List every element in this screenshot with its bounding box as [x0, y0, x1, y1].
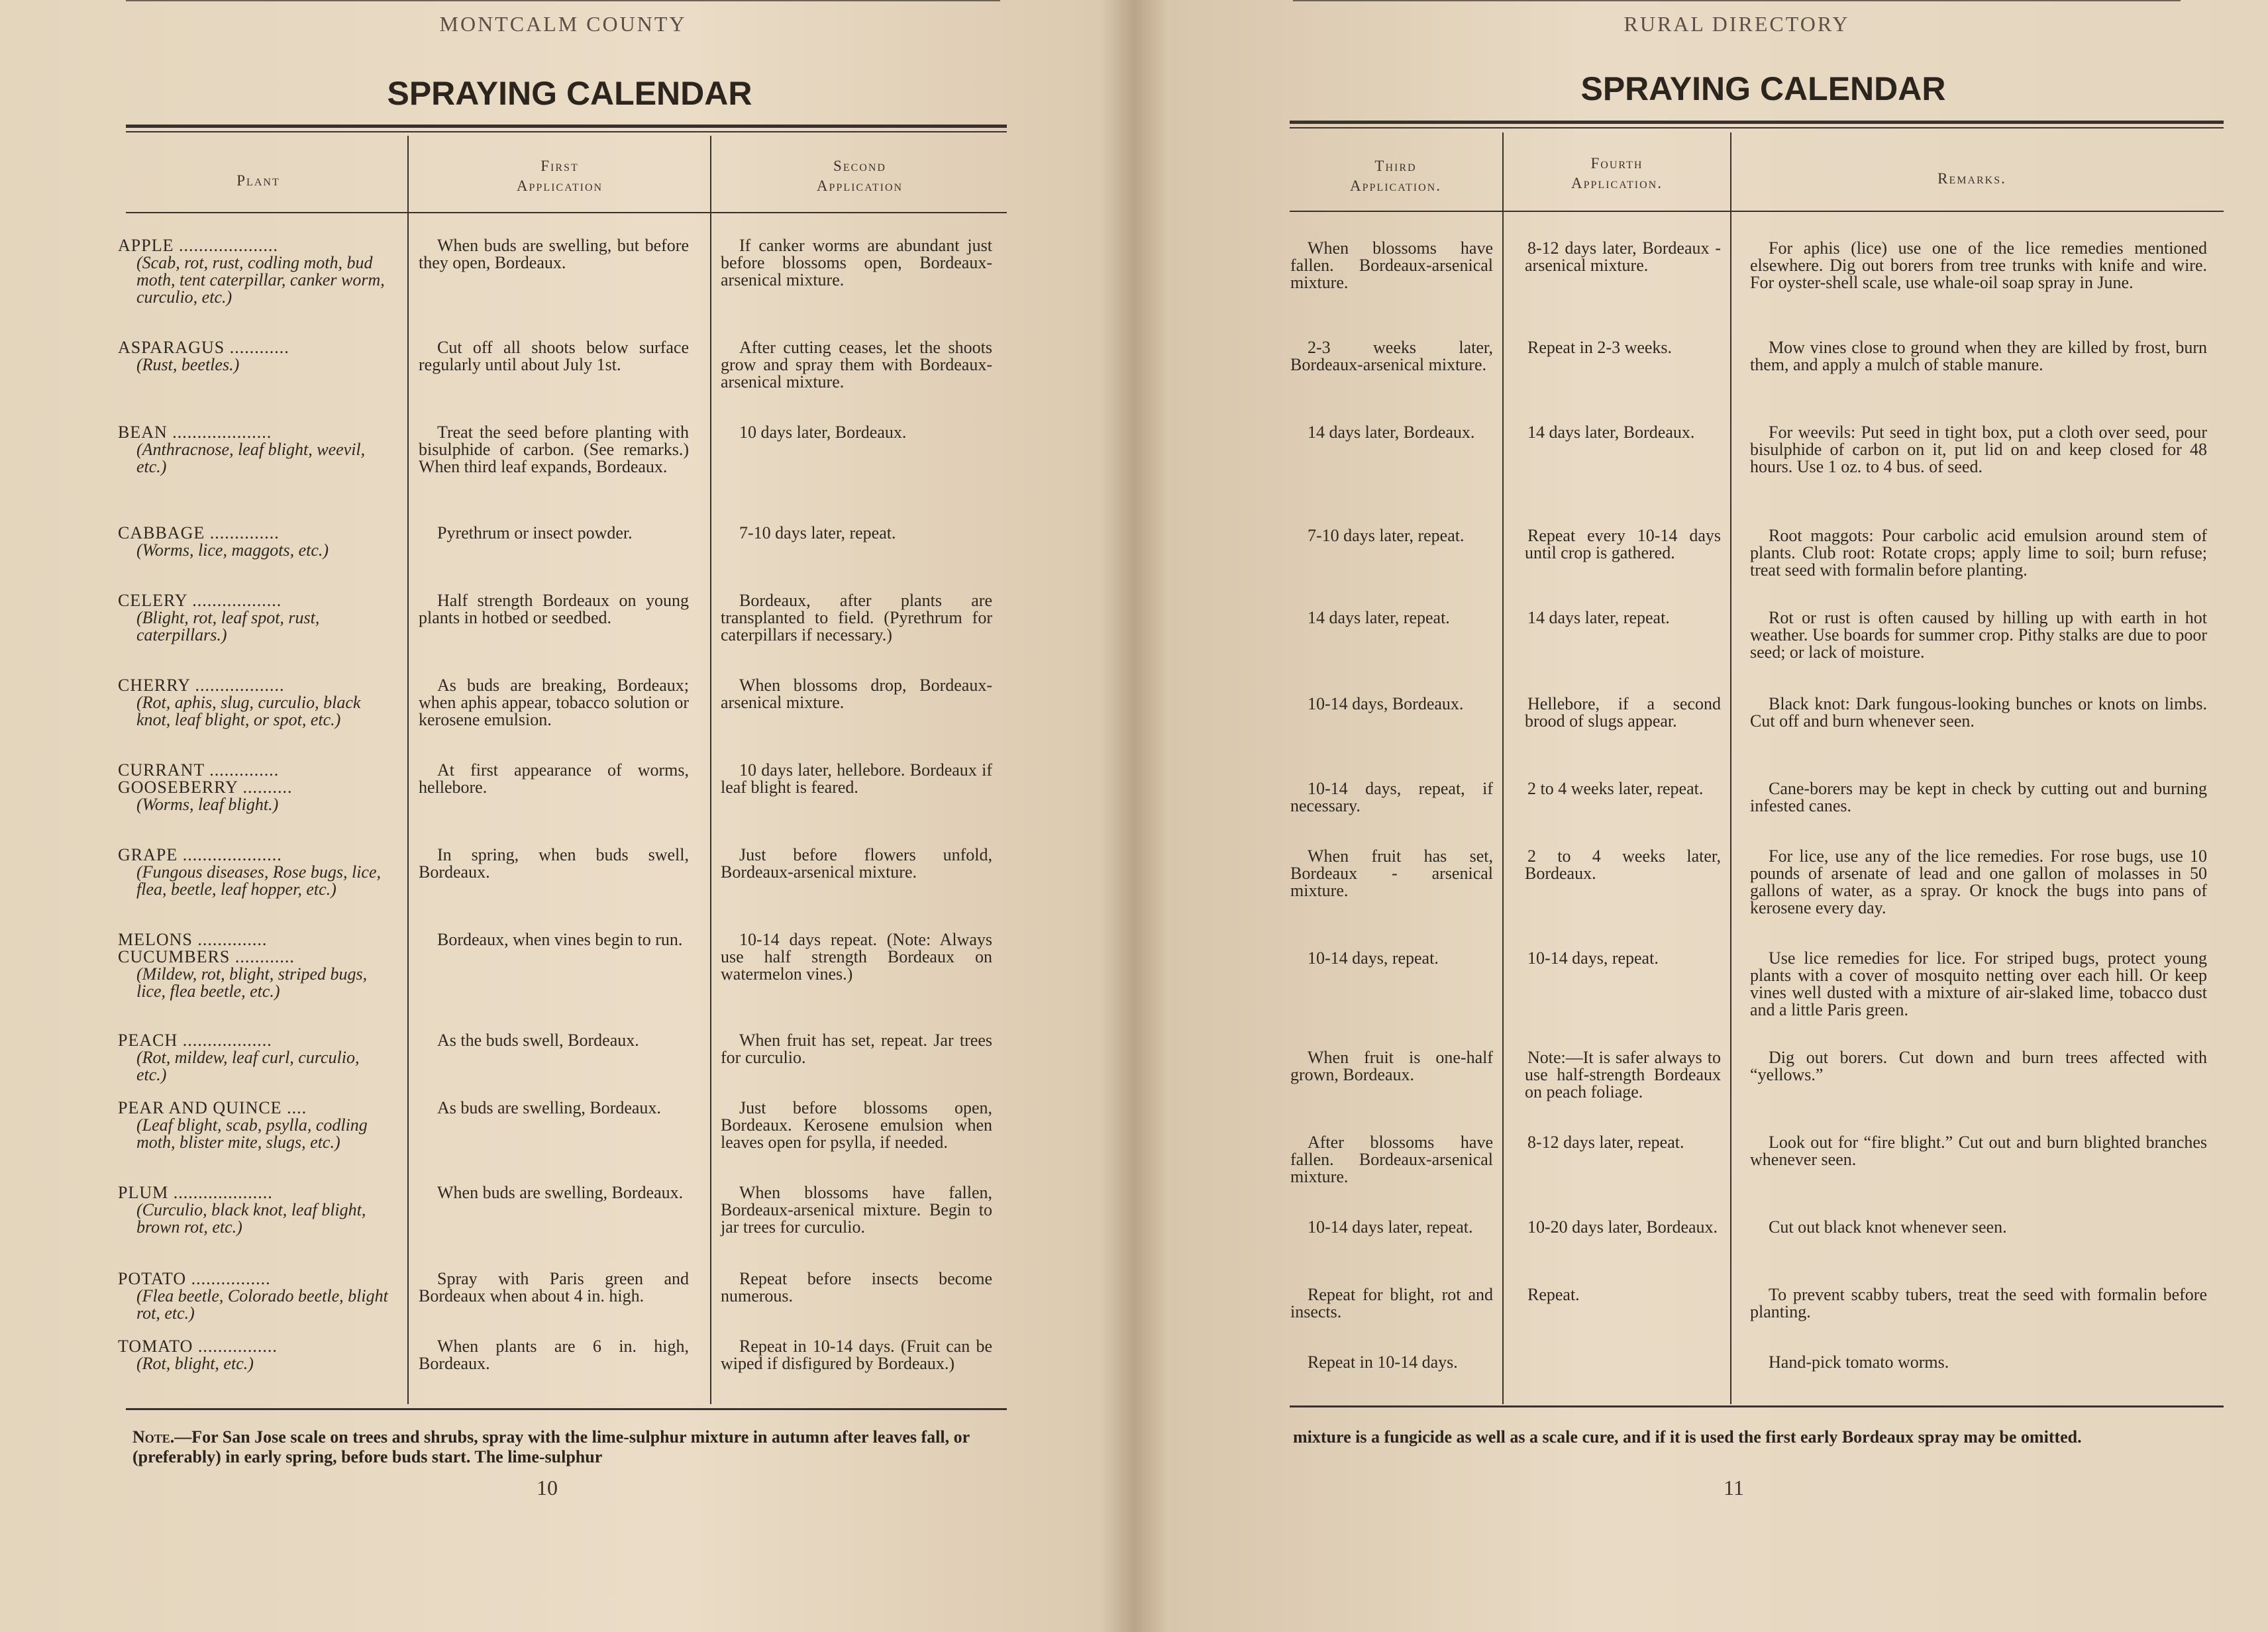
plant-pests: (Blight, rot, leaf spot, rust, caterpillars.): [136, 608, 320, 644]
plant-cell: [118, 931, 388, 1000]
plant-cell: [118, 1032, 388, 1084]
third-application-cell: 10-14 days, repeat.: [1308, 948, 1439, 968]
column-header-third-line2: Application.: [1350, 178, 1441, 194]
plant-name: PLUM ....................: [118, 1183, 273, 1202]
plant-pests: (Flea beetle, Colorado beetle, blight rot, etc.): [136, 1286, 388, 1323]
first-application-cell: When buds are swelling, Bordeaux.: [437, 1183, 684, 1202]
footnote-text: —For San Jose scale on trees and shrubs, spray with the lime-sulphur mixture in autumn after leaves fall, or (preferably) in early spring, before buds start. The lime-sulphur: [132, 1427, 970, 1466]
first-application-cell: Treat the seed before planting with bisulphide of carbon. (See remarks.) When third leaf expands, Bordeaux.: [419, 423, 689, 476]
page-title: SPRAYING CALENDAR: [387, 75, 752, 112]
plant-name: MELONS .............. CUCUMBERS ............: [118, 930, 295, 966]
plant-name: APPLE ....................: [118, 236, 278, 255]
third-application-cell: When fruit is one-half grown, Bordeaux.: [1290, 1048, 1493, 1084]
column-divider-1: [407, 136, 409, 1404]
second-application-cell: Repeat before insects become numerous.: [721, 1269, 992, 1305]
plant-name: CHERRY ..................: [118, 676, 285, 695]
first-application-cell: As buds are breaking, Bordeaux; when aphis appear, tobacco solution or kerosene emulsion.: [419, 676, 689, 729]
column-header-first-line1: First: [541, 158, 579, 174]
second-application-cell: 10 days later, hellebore. Bordeaux if leaf blight is feared.: [721, 760, 992, 797]
column-header-remarks: [1733, 169, 2210, 189]
plant-cell: [118, 1099, 388, 1151]
column-divider-2: [710, 136, 711, 1404]
plant-pests: (Rot, aphis, slug, curculio, black knot, leaf blight, or spot, etc.): [136, 693, 361, 729]
remarks-cell: Rot or rust is often caused by hilling up with earth in hot weather. Use boards for summer crop. Pithy stalks are due to poor seed; or lack of moisture.: [1750, 608, 2207, 662]
fourth-application-cell: 8-12 days later, repeat.: [1527, 1133, 1684, 1152]
fourth-application-cell: Repeat in 2-3 weeks.: [1527, 338, 1673, 357]
plant-cell: [118, 677, 388, 729]
table-bottom-rule: [1290, 1405, 2224, 1407]
second-application-cell: When blossoms drop, Bordeaux-arsenical mixture.: [721, 676, 992, 712]
header-rule: [1293, 0, 2181, 1]
plant-pests: (Rust, beetles.): [136, 355, 240, 374]
plant-cell: [118, 1338, 388, 1372]
fourth-application-cell: Repeat every 10-14 days until crop is gathered.: [1525, 526, 1721, 562]
plant-pests: (Rot, blight, etc.): [136, 1354, 254, 1373]
plant-cell: [118, 1270, 388, 1322]
plant-cell: [118, 762, 388, 813]
second-application-cell: If canker worms are abundant just before blossoms open, Bordeaux-arsenical mixture.: [721, 236, 992, 289]
fourth-application-cell: 8-12 days later, Bordeaux - arsenical mixture.: [1525, 238, 1721, 275]
third-application-cell: After blossoms have fallen. Bordeaux-arsenical mixture.: [1290, 1133, 1493, 1186]
header-rule: [126, 0, 1000, 1]
plant-name: PEAR AND QUINCE ....: [118, 1098, 307, 1117]
fourth-application-cell: 2 to 4 weeks later, Bordeaux.: [1525, 846, 1721, 883]
plant-name: PEACH ..................: [118, 1031, 272, 1050]
first-application-cell: Pyrethrum or insect powder.: [437, 523, 633, 542]
third-application-cell: 14 days later, repeat.: [1308, 608, 1450, 627]
third-application-cell: 7-10 days later, repeat.: [1308, 526, 1465, 545]
second-application-cell: Repeat in 10-14 days. (Fruit can be wiped if disfigured by Bordeaux.): [721, 1337, 992, 1373]
second-application-cell: Just before blossoms open, Bordeaux. Kerosene emulsion when leaves open for psylla, if needed.: [721, 1098, 992, 1152]
third-application-cell: 10-14 days, Bordeaux.: [1308, 694, 1464, 713]
page-number: 11: [1724, 1476, 1744, 1500]
plant-pests: (Rot, mildew, leaf curl, curculio, etc.): [136, 1048, 360, 1084]
second-application-cell: After cutting ceases, let the shoots grow and spray them with Bordeaux-arsenical mixture.: [721, 338, 992, 391]
remarks-cell: For aphis (lice) use one of the lice remedies mentioned elsewhere. Dig out borers from tree trunks with knife and wire. For oyster-shell scale, use whale-oil soap spray in June.: [1750, 238, 2207, 292]
first-application-cell: Half strength Bordeaux on young plants in hotbed or seedbed.: [419, 591, 689, 627]
plant-pests: (Scab, rot, rust, codling moth, bud moth, tent caterpillar, canker worm, curculio, etc.): [136, 253, 385, 307]
first-application-cell: As buds are swelling, Bordeaux.: [437, 1098, 661, 1117]
footnote: [132, 1427, 1000, 1467]
column-header-remarks-label: Remarks.: [1937, 170, 2006, 187]
first-application-cell: Cut off all shoots below surface regularly until about July 1st.: [419, 338, 689, 374]
plant-cell: [118, 237, 388, 306]
column-header-plant: [126, 171, 391, 191]
first-application-cell: In spring, when buds swell, Bordeaux.: [419, 845, 689, 882]
third-application-cell: 14 days later, Bordeaux.: [1308, 423, 1475, 442]
footnote-label: Note.: [132, 1427, 175, 1447]
remarks-cell: Look out for “fire blight.” Cut out and burn blighted branches whenever seen.: [1750, 1133, 2207, 1169]
plant-name: POTATO ................: [118, 1269, 271, 1288]
second-application-cell: When blossoms have fallen, Bordeaux-arsenical mixture. Begin to jar trees for curculio.: [721, 1183, 992, 1237]
fourth-application-cell: Note:—It is safer always to use half-strength Bordeaux on peach foliage.: [1525, 1048, 1721, 1101]
first-application-cell: When plants are 6 in. high, Bordeaux.: [419, 1337, 689, 1373]
third-application-cell: Repeat for blight, rot and insects.: [1290, 1285, 1493, 1321]
plant-name: BEAN ....................: [118, 423, 272, 442]
second-application-cell: When fruit has set, repeat. Jar trees for curculio.: [721, 1031, 992, 1067]
plant-cell: [118, 592, 388, 644]
title-rule-thin: [1290, 127, 2224, 128]
right-page: [1134, 0, 2268, 1632]
remarks-cell: Cut out black knot whenever seen.: [1769, 1217, 2007, 1237]
plant-cell: [118, 525, 388, 559]
fourth-application-cell: 2 to 4 weeks later, repeat.: [1527, 779, 1704, 798]
fourth-application-cell: 10-14 days, repeat.: [1527, 948, 1659, 968]
first-application-cell: Spray with Paris green and Bordeaux when about 4 in. high.: [419, 1269, 689, 1305]
fourth-application-cell: Repeat.: [1527, 1285, 1580, 1304]
third-application-cell: 10-14 days, repeat, if necessary.: [1290, 779, 1493, 815]
column-divider-2: [1730, 132, 1731, 1404]
column-header-fourth: [1505, 154, 1729, 193]
title-rule-thin: [126, 131, 1007, 132]
header-bottom-rule: [126, 212, 1007, 213]
remarks-cell: Use lice remedies for lice. For striped bugs, protect young plants with a cover of mosquito netting over each hill. Or keep vines well dusted with a mixture of air-slaked lime, tobacco dust and a little Paris green.: [1750, 948, 2207, 1019]
third-application-cell: When blossoms have fallen. Bordeaux-arsenical mixture.: [1290, 238, 1493, 292]
remarks-cell: For lice, use any of the lice remedies. For rose bugs, use 10 pounds of arsenate of lead and one gallon of molasses in 50 gallons of water, as a spray. Or knock the bugs into pans of kerosene every day.: [1750, 846, 2207, 917]
table-bottom-rule: [126, 1408, 1007, 1410]
first-application-cell: At first appearance of worms, hellebore.: [419, 760, 689, 797]
first-application-cell: Bordeaux, when vines begin to run.: [437, 930, 683, 949]
column-header-second-line2: Application: [816, 178, 903, 194]
remarks-cell: Cane-borers may be kept in check by cutting out and burning infested canes.: [1750, 779, 2207, 815]
third-application-cell: 2-3 weeks later, Bordeaux-arsenical mixture.: [1290, 338, 1493, 374]
second-application-cell: 7-10 days later, repeat.: [739, 523, 896, 542]
plant-cell: [118, 846, 388, 898]
title-rule-thick: [126, 125, 1007, 128]
fourth-application-cell: 14 days later, Bordeaux.: [1527, 423, 1695, 442]
first-application-cell: When buds are swelling, but before they open, Bordeaux.: [419, 236, 689, 272]
column-header-first-line2: Application: [516, 178, 603, 194]
page-number: 10: [537, 1476, 558, 1500]
plant-cell: [118, 1184, 388, 1236]
plant-pests: (Mildew, rot, blight, striped bugs, lice, flea beetle, etc.): [136, 964, 368, 1001]
column-header-third: [1293, 156, 1498, 196]
plant-name: CELERY ..................: [118, 591, 282, 610]
second-application-cell: Bordeaux, after plants are transplanted to field. (Pyrethrum for caterpillars if necessary.): [721, 591, 992, 644]
plant-name: ASPARAGUS ............: [118, 338, 289, 357]
remarks-cell: Mow vines close to ground when they are killed by frost, burn them, and apply a mulch of stable manure.: [1750, 338, 2207, 374]
first-application-cell: As the buds swell, Bordeaux.: [437, 1031, 639, 1050]
second-application-cell: 10 days later, Bordeaux.: [739, 423, 907, 442]
third-application-cell: When fruit has set, Bordeaux - arsenical mixture.: [1290, 846, 1493, 900]
remarks-cell: Hand-pick tomato worms.: [1769, 1352, 1949, 1372]
footnote-continued: mixture is a fungicide as well as a scale cure, and if it is used the first early Bordeaux spray may be omitted.: [1293, 1427, 2082, 1447]
remarks-cell: Root maggots: Pour carbolic acid emulsion around stem of plants. Club root: Rotate crops; apply lime to soil; burn refuse; treat seed with formalin before planting.: [1750, 526, 2207, 580]
page-title: SPRAYING CALENDAR: [1580, 70, 1946, 107]
third-application-cell: 10-14 days later, repeat.: [1308, 1217, 1473, 1237]
plant-pests: (Anthracnose, leaf blight, weevil, etc.): [136, 440, 366, 476]
fourth-application-cell: 10-20 days later, Bordeaux.: [1527, 1217, 1718, 1237]
plant-cell: [118, 339, 388, 374]
column-header-fourth-line1: Fourth: [1590, 155, 1643, 172]
remarks-cell: For weevils: Put seed in tight box, put a cloth over seed, pour bisulphide of carbon on it, put lid on and keep closed for 48 hours. Use 1 oz. to 4 bus. of seed.: [1750, 423, 2207, 476]
column-header-first: [411, 156, 709, 196]
title-rule-thick: [1290, 121, 2224, 124]
fourth-application-cell: Hellebore, if a second brood of slugs appear.: [1525, 694, 1721, 731]
remarks-cell: To prevent scabby tubers, treat the seed with formalin before planting.: [1750, 1285, 2207, 1321]
plant-name: CURRANT .............. GOOSEBERRY ..........: [118, 760, 293, 797]
plant-name: CABBAGE ..............: [118, 523, 280, 542]
remarks-cell: Black knot: Dark fungous-looking bunches or knots on limbs. Cut off and burn whenever seen.: [1750, 694, 2207, 731]
plant-pests: (Worms, lice, maggots, etc.): [136, 540, 329, 560]
third-application-cell: Repeat in 10-14 days.: [1308, 1352, 1458, 1372]
plant-name: TOMATO ................: [118, 1337, 278, 1356]
fourth-application-cell: 14 days later, repeat.: [1527, 608, 1670, 627]
plant-pests: (Curculio, black knot, leaf blight, brown rot, etc.): [136, 1200, 366, 1237]
column-header-fourth-line2: Application.: [1571, 175, 1663, 191]
column-header-plant-label: Plant: [236, 172, 280, 189]
running-head: MONTCALM COUNTY: [439, 12, 687, 36]
plant-pests: (Fungous diseases, Rose bugs, lice, flea, beetle, leaf hopper, etc.): [136, 862, 382, 899]
header-bottom-rule: [1290, 211, 2224, 212]
plant-cell: [118, 424, 388, 476]
plant-pests: (Worms, leaf blight.): [136, 795, 279, 814]
second-application-cell: Just before flowers unfold, Bordeaux-arsenical mixture.: [721, 845, 992, 882]
remarks-cell: Dig out borers. Cut down and burn trees affected with “yellows.”: [1750, 1048, 2207, 1084]
column-divider-1: [1502, 132, 1504, 1404]
plant-name: GRAPE ....................: [118, 845, 282, 864]
column-header-second: [714, 156, 1005, 196]
plant-pests: (Leaf blight, scab, psylla, codling moth, blister mite, slugs, etc.): [136, 1115, 368, 1152]
running-head: RURAL DIRECTORY: [1624, 12, 1850, 36]
column-header-second-line1: Second: [833, 158, 886, 174]
column-header-third-line1: Third: [1374, 158, 1417, 174]
second-application-cell: 10-14 days repeat. (Note: Always use half strength Bordeaux on watermelon vines.): [721, 930, 992, 984]
